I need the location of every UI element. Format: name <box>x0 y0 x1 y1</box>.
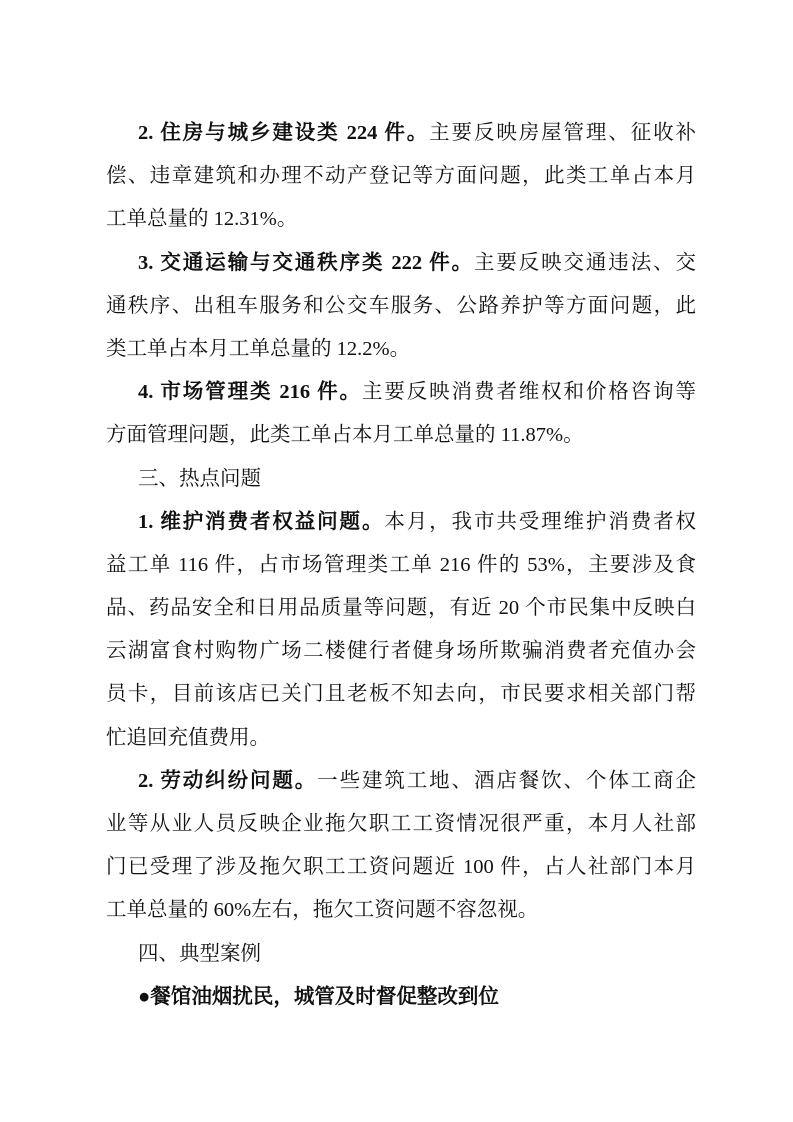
body-text: 三、热点问题 <box>138 467 261 490</box>
body-text: 益工单 116 件，占市场管理类工单 216 件的 53%，主要涉及食 <box>106 553 696 576</box>
body-text: 类工单占本月工单总量的 12.2%。 <box>106 337 411 360</box>
text-line <box>106 673 696 716</box>
body-text: 四、典型案例 <box>138 942 261 965</box>
body-text: 方面管理问题，此类工单占本月工单总量的 11.87%。 <box>106 424 584 447</box>
bold-lead-text: 3. 交通运输与交通秩序类 222 件。 <box>138 251 474 274</box>
text-line <box>106 630 696 673</box>
bold-lead-text: 2. 住房与城乡建设类 224 件。 <box>138 122 430 144</box>
case-title <box>106 976 696 1019</box>
bold-lead-text: 2. 劳动纠纷问题。 <box>138 769 318 792</box>
text-line <box>106 285 696 328</box>
section-heading <box>106 933 696 976</box>
text-line <box>106 587 696 630</box>
body-text: 主要反映消费者维权和价格咨询等 <box>361 381 697 404</box>
body-text: 忙追回充值费用。 <box>106 726 270 749</box>
document-page <box>106 112 696 1019</box>
text-line <box>106 242 696 285</box>
text-line <box>106 458 696 501</box>
text-line <box>106 544 696 587</box>
body-text: 偿、违章建筑和办理不动产登记等方面问题，此类工单占本月 <box>106 165 696 188</box>
body-text: 品、药品安全和日用品质量等问题，有近 20 个市民集中反映白 <box>106 597 696 620</box>
paragraph <box>106 760 696 933</box>
body-text: 通秩序、出租车服务和公交车服务、公路养护等方面问题，此 <box>106 294 696 317</box>
bold-lead-text: 1. 维护消费者权益问题。 <box>138 510 385 533</box>
body-text: 本月，我市共受理维护消费者权 <box>384 510 697 533</box>
text-line <box>106 328 696 371</box>
text-line <box>106 889 696 932</box>
text-line <box>106 846 696 889</box>
text-line <box>106 371 696 414</box>
body-text: 工单总量的 60%左右，拖欠工资问题不容忽视。 <box>106 899 539 922</box>
text-line <box>106 933 696 976</box>
paragraph <box>106 112 696 242</box>
text-line <box>106 717 696 760</box>
text-line <box>106 803 696 846</box>
body-text: 一些建筑工地、酒店餐饮、个体工商企 <box>317 769 697 792</box>
text-line <box>106 198 696 241</box>
text-line <box>106 976 696 1019</box>
body-text: 云湖富食村购物广场二楼健行者健身场所欺骗消费者充值办会 <box>106 640 696 663</box>
section-heading <box>106 458 696 501</box>
body-text: 业等从业人员反映企业拖欠职工工资情况很严重，本月人社部 <box>106 813 696 835</box>
bold-lead-text: ●餐馆油烟扰民，城管及时督促整改到位 <box>138 985 499 1008</box>
paragraph <box>106 501 696 760</box>
body-text: 主要反映交通违法、交 <box>473 251 696 274</box>
bold-lead-text: 4. 市场管理类 216 件。 <box>138 381 362 404</box>
paragraph <box>106 371 696 457</box>
text-line <box>106 501 696 544</box>
body-text: 门已受理了涉及拖欠职工工资问题近 100 件，占人社部门本月 <box>106 856 696 879</box>
text-line <box>106 414 696 457</box>
text-line <box>106 155 696 198</box>
text-line <box>106 760 696 803</box>
body-text: 员卡，目前该店已关门且老板不知去向，市民要求相关部门帮 <box>106 683 696 706</box>
text-line <box>106 112 696 155</box>
body-text: 主要反映房屋管理、征收补 <box>429 122 697 144</box>
paragraph <box>106 242 696 372</box>
body-text: 工单总量的 12.31%。 <box>106 208 298 231</box>
